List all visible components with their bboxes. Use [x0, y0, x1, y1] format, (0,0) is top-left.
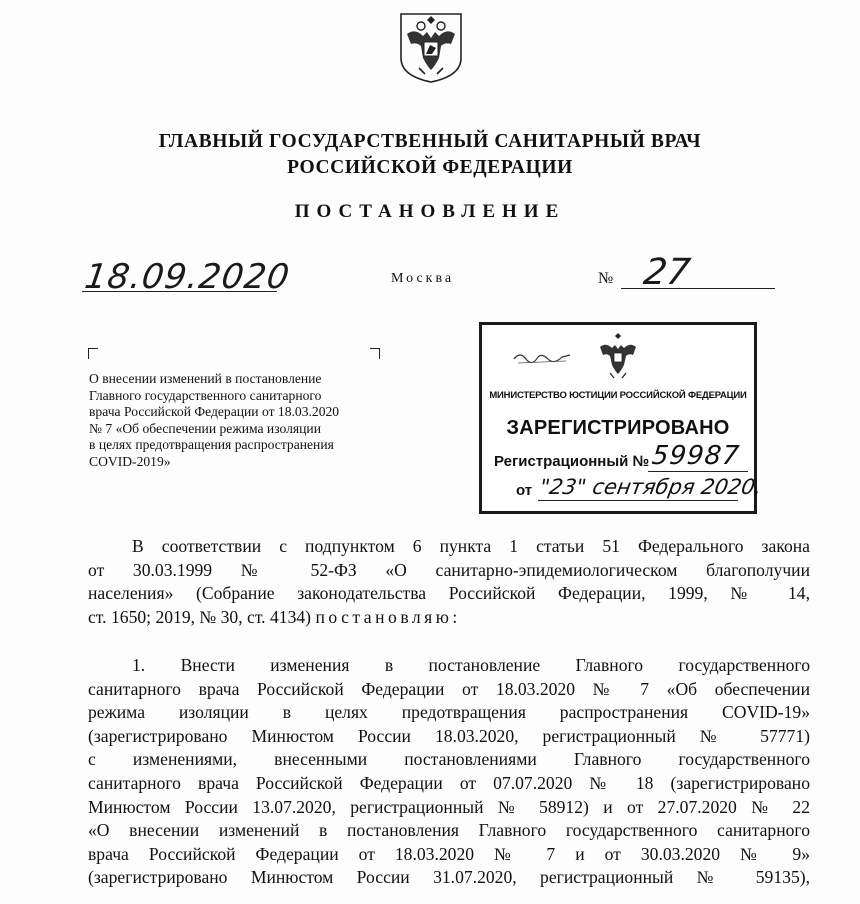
- subject-line: в целях предотвращения распространения: [89, 437, 334, 453]
- number-sign: №: [598, 270, 614, 287]
- item-1-paragraph: [88, 654, 810, 890]
- stamp-date-line: [538, 500, 738, 501]
- handwritten-date: 18.09.2020: [82, 257, 293, 297]
- subject-block: [89, 371, 409, 471]
- date-underline: [82, 291, 277, 292]
- body-line: санитарного врача Российской Федерации от 07.07.2020 № 18 (зарегистрировано: [88, 772, 810, 793]
- body-line: врача Российской Федерации от 18.03.2020 № 7 и от 30.03.2020 № 9»: [88, 843, 810, 864]
- body-line-text: ст. 1650; 2019, № 30, ст. 4134): [88, 606, 312, 627]
- subject-corner-left: [88, 348, 98, 359]
- stamp-ministry: МИНИСТЕРСТВО ЮСТИЦИИ РОССИЙСКОЙ ФЕДЕРАЦИИ: [489, 390, 747, 401]
- body-line: (зарегистрировано Минюстом России 18.03.2020, регистрационный № 57771): [88, 725, 810, 746]
- subject-line: врача Российской Федерации от 18.03.2020: [89, 404, 340, 420]
- preamble-paragraph: [88, 535, 810, 629]
- stamp-scribble-icon: [512, 347, 572, 367]
- stamp-emblem-icon: [596, 333, 640, 379]
- subject-line: № 7 «Об обеспечении режима изоляции: [89, 420, 321, 436]
- body-line: 1. Внести изменения в постановление Главного государственного: [132, 655, 810, 675]
- body-line: от 30.03.1999 № 52-ФЗ «О санитарно-эпидемиологическом благополучии: [88, 559, 810, 580]
- body-line: населения» (Собрание законодательства Российской Федерации, 1999, № 14,: [88, 583, 810, 604]
- coat-of-arms-icon: [397, 12, 465, 84]
- stamp-registered: ЗАРЕГИСТРИРОВАНО: [506, 417, 730, 439]
- body-line: с изменениями, внесенными постановлениями Главного государственного: [88, 749, 810, 770]
- subject-line: О внесении изменений в постановление: [89, 371, 322, 386]
- body-line: (зарегистрировано Минюстом России 31.07.2020, регистрационный № 59135),: [88, 867, 810, 888]
- stamp-date-label: от: [516, 482, 533, 499]
- handwritten-number: 27: [641, 252, 693, 293]
- body-line: санитарного врача Российской Федерации от 18.03.2020 № 7 «Об обеспечении: [88, 678, 810, 699]
- issuer-title: ГЛАВНЫЙ ГОСУДАРСТВЕННЫЙ САНИТАРНЫЙ ВРАЧ: [158, 131, 702, 152]
- body-line: В соответствии с подпунктом 6 пункта 1 статьи 51 Федерального закона: [132, 536, 810, 556]
- subject-line: Главного государственного санитарного: [89, 387, 322, 403]
- subject-line: COVID-2019»: [89, 453, 171, 469]
- stamp-regno: 59987: [650, 441, 742, 471]
- number-underline: [621, 288, 775, 289]
- body-line: Минюстом России 13.07.2020, регистрационный № 58912) и от 27.07.2020 № 22: [88, 796, 810, 817]
- document-type: ПОСТАНОВЛЕНИЕ: [294, 201, 566, 222]
- city: Москва: [391, 271, 455, 286]
- stamp-date: "23" сентября 2020.: [537, 475, 764, 499]
- body-line: режима изоляции в целях предотвращения распространения COVID-19»: [88, 702, 810, 723]
- stamp-regno-label: Регистрационный №: [494, 453, 650, 470]
- subject-corner-right: [370, 348, 380, 359]
- resolve-word: постановляю:: [315, 606, 461, 627]
- stamp-regno-line: [648, 471, 748, 472]
- registration-stamp: [479, 322, 764, 514]
- body-line-last: [88, 606, 810, 630]
- body-line: «О внесении изменений в постановления Главного государственного санитарного: [88, 820, 810, 841]
- issuer-country: РОССИЙСКОЙ ФЕДЕРАЦИИ: [287, 157, 573, 178]
